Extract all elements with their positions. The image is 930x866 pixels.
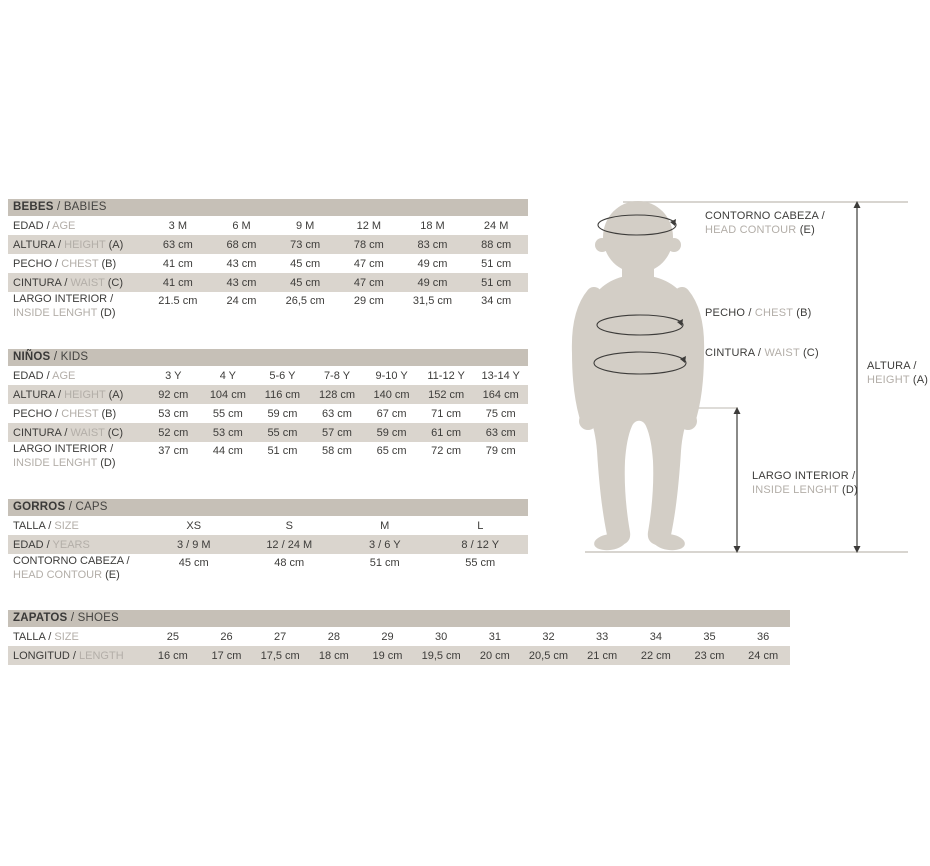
table-row: [8, 627, 790, 646]
cell-value: 51 cm: [481, 257, 512, 270]
cell-value: 128 cm: [318, 388, 356, 401]
cell-value: 51 cm: [481, 276, 512, 289]
table-title-sep: /: [53, 201, 64, 213]
table-title-en: SHOES: [77, 612, 119, 624]
cell-value: 17,5 cm: [260, 649, 300, 662]
cell-value: 24 cm: [226, 295, 257, 307]
label-suffix: (A): [912, 373, 929, 386]
row-label-es: CINTURA /: [13, 426, 71, 439]
row-label-sfx: (C): [107, 426, 124, 439]
table-row: [8, 442, 528, 470]
row-label-es: PECHO /: [13, 257, 62, 270]
label-suffix: (D): [842, 483, 858, 496]
cell-value: 58 cm: [322, 445, 352, 457]
cell-value: 17 cm: [211, 649, 242, 662]
row-label-es: EDAD /: [13, 538, 53, 551]
cell-value: 55 cm: [212, 407, 243, 420]
row-label-es: TALLA /: [13, 519, 55, 532]
row-label: [8, 219, 146, 233]
silhouette-ear-left: [595, 238, 609, 252]
cell-value: 67 cm: [376, 407, 407, 420]
cell-value: 26: [220, 630, 233, 643]
table-title-sep: /: [50, 351, 61, 363]
cell-value: S: [285, 519, 293, 532]
silhouette-head: [603, 201, 673, 273]
cell-value: 92 cm: [158, 388, 189, 401]
table-row: [8, 535, 528, 554]
table-row: [8, 235, 528, 254]
row-label: [8, 554, 146, 582]
row-label-en: HEIGHT: [64, 388, 109, 401]
cell-value: 45 cm: [290, 276, 321, 289]
table-row: [8, 646, 790, 665]
babies-table-title: [8, 199, 528, 216]
table-title-sep: /: [65, 501, 76, 513]
label-en: WAIST: [764, 347, 803, 359]
row-label-es: EDAD /: [13, 219, 53, 232]
cell-value: 21.5 cm: [158, 295, 198, 307]
row-label-es: CINTURA /: [13, 276, 71, 289]
row-label: [8, 388, 146, 402]
caps-size-table: [8, 499, 528, 582]
table-row: [8, 254, 528, 273]
cell-value: 61 cm: [431, 426, 462, 439]
cell-value: 63 cm: [322, 407, 352, 420]
cell-value: 59 cm: [376, 426, 407, 439]
cell-value: 18 M: [420, 219, 445, 232]
row-label-sfx: (A): [108, 238, 124, 251]
cell-value: 24 cm: [748, 649, 779, 662]
table-row: [8, 273, 528, 292]
cell-value: 53 cm: [212, 426, 243, 439]
row-label: [8, 426, 146, 440]
cell-value: 88 cm: [481, 238, 512, 251]
row-label-en: CHEST: [61, 257, 102, 270]
cell-value: 3 Y: [165, 369, 182, 382]
cell-value: 30: [435, 630, 448, 643]
cell-value: 36: [757, 630, 770, 643]
cell-value: 52 cm: [158, 426, 189, 439]
row-label-en: WAIST: [70, 426, 108, 439]
table-title-en: BABIES: [63, 201, 107, 213]
label-en: HEAD CONTOUR: [705, 223, 800, 236]
cell-value: 3 / 6 Y: [368, 538, 401, 551]
table-row: [8, 216, 528, 235]
cell-value: 57 cm: [322, 426, 352, 439]
cell-value: L: [477, 519, 484, 532]
cell-value: 63 cm: [162, 238, 193, 251]
label-en: INSIDE LENGHT: [752, 483, 843, 496]
cell-value: 116 cm: [264, 388, 301, 401]
cell-value: 29: [381, 630, 394, 643]
cell-value: 45 cm: [290, 257, 321, 270]
cell-value: 41 cm: [162, 276, 193, 289]
cell-value: 51 cm: [267, 445, 298, 457]
table-title-es: BEBES: [13, 201, 54, 213]
cell-value: 43 cm: [226, 257, 257, 270]
cell-value: 48 cm: [274, 557, 305, 569]
cell-value: 20 cm: [479, 649, 510, 662]
cell-value: 45 cm: [178, 557, 209, 569]
row-label-es: LARGO INTERIOR /: [13, 293, 114, 305]
row-label-es: PECHO /: [13, 407, 62, 420]
cell-value: 5-6 Y: [269, 369, 296, 382]
cell-value: 26,5 cm: [285, 295, 325, 307]
label-suffix: (B): [796, 307, 812, 319]
row-label-sfx: (B): [101, 257, 117, 270]
cell-value: 65 cm: [376, 445, 407, 457]
kids-size-table: [8, 349, 528, 470]
cell-value: 47 cm: [353, 276, 384, 289]
row-label-sfx: (C): [107, 276, 124, 289]
row-label-sfx: (D): [100, 307, 116, 319]
babies-size-table: [8, 199, 528, 320]
row-label: [8, 630, 146, 644]
cell-value: 11-12 Y: [427, 369, 465, 382]
cell-value: 37 cm: [158, 445, 189, 457]
waist-label: [705, 347, 875, 361]
cell-value: 23 cm: [694, 649, 725, 662]
cell-value: 79 cm: [485, 445, 516, 457]
label-es: LARGO INTERIOR /: [752, 470, 856, 482]
cell-value: 152 cm: [428, 388, 465, 401]
label-suffix: (C): [802, 347, 819, 359]
cell-value: 18 cm: [318, 649, 349, 662]
row-label-en: HEAD CONTOUR: [13, 569, 106, 581]
cell-value: 44 cm: [212, 445, 243, 457]
cell-value: 34: [649, 630, 662, 643]
cell-value: 41 cm: [162, 257, 193, 270]
row-label-en: HEIGHT: [64, 238, 109, 251]
row-label: [8, 238, 146, 252]
head-contour-label: [705, 210, 875, 237]
shoes-table-title: [8, 610, 790, 627]
row-label-en: CHEST: [61, 407, 102, 420]
row-label-en: AGE: [52, 369, 76, 382]
cell-value: 49 cm: [417, 276, 448, 289]
row-label: [8, 407, 146, 421]
cell-value: 20,5 cm: [528, 649, 569, 662]
row-label-es: TALLA /: [13, 630, 55, 643]
label-en: CHEST: [754, 307, 797, 319]
row-label-en: SIZE: [54, 519, 79, 532]
cell-value: 32: [542, 630, 555, 643]
cell-value: 49 cm: [417, 257, 448, 270]
silhouette-torso-legs: [583, 275, 695, 546]
silhouette-ear-right: [667, 238, 681, 252]
inside-length-label: [752, 470, 872, 497]
row-label: [8, 292, 146, 320]
cell-value: 104 cm: [209, 388, 246, 401]
table-row: [8, 366, 528, 385]
label-suffix: (E): [799, 223, 815, 236]
table-title-en: CAPS: [75, 501, 108, 513]
silhouette-hand-left: [579, 412, 597, 430]
height-label: [867, 360, 929, 387]
row-label-en: INSIDE LENGHT: [13, 457, 101, 469]
row-label: [8, 519, 146, 533]
row-label-en: INSIDE LENGHT: [13, 307, 101, 319]
table-title-es: ZAPATOS: [13, 612, 68, 624]
cell-value: 68 cm: [226, 238, 257, 251]
cell-value: 75 cm: [485, 407, 516, 420]
cell-value: 34 cm: [481, 295, 512, 307]
row-label: [8, 369, 146, 383]
row-label-en: WAIST: [70, 276, 108, 289]
cell-value: 3 M: [168, 219, 187, 232]
cell-value: 16 cm: [157, 649, 188, 662]
cell-value: 13-14 Y: [481, 369, 520, 382]
table-title-es: NIÑOS: [13, 351, 51, 363]
row-label-es: ALTURA /: [13, 388, 65, 401]
kids-table-title: [8, 349, 528, 366]
cell-value: 35: [703, 630, 716, 643]
cell-value: 73 cm: [290, 238, 321, 251]
cell-value: 8 / 12 Y: [461, 538, 500, 551]
cell-value: 9-10 Y: [375, 369, 408, 382]
child-silhouette: [579, 201, 697, 552]
cell-value: XS: [186, 519, 202, 532]
table-row: [8, 404, 528, 423]
row-label: [8, 538, 146, 552]
cell-value: 3 / 9 M: [176, 538, 211, 551]
table-row: [8, 292, 528, 320]
cell-value: 12 / 24 M: [266, 538, 313, 551]
cell-value: 31,5 cm: [412, 295, 453, 307]
cell-value: 29 cm: [353, 295, 384, 307]
row-label-es: LARGO INTERIOR /: [13, 443, 114, 455]
table-row: [8, 554, 528, 582]
row-label-en: AGE: [52, 219, 76, 232]
table-row: [8, 385, 528, 404]
cell-value: 25: [166, 630, 179, 643]
cell-value: 72 cm: [431, 445, 462, 457]
cell-value: 12 M: [356, 219, 382, 232]
cell-value: M: [380, 519, 390, 532]
cell-value: 22 cm: [640, 649, 671, 662]
chest-label: [705, 307, 875, 321]
row-label-en: YEARS: [52, 538, 90, 551]
cell-value: 31: [488, 630, 501, 643]
row-label-sfx: (A): [108, 388, 124, 401]
label-es: CINTURA /: [705, 347, 765, 359]
label-es: PECHO /: [705, 307, 755, 319]
table-row: [8, 516, 528, 535]
row-label-sfx: (D): [100, 457, 116, 469]
table-title-en: KIDS: [60, 351, 89, 363]
cell-value: 47 cm: [353, 257, 384, 270]
cell-value: 55 cm: [465, 557, 496, 569]
row-label-es: EDAD /: [13, 369, 53, 382]
cell-value: 43 cm: [226, 276, 257, 289]
row-label: [8, 257, 146, 271]
cell-value: 28: [327, 630, 340, 643]
row-label-en: SIZE: [54, 630, 79, 643]
cell-value: 55 cm: [267, 426, 298, 439]
cell-value: 27: [274, 630, 287, 643]
row-label-sfx: (B): [101, 407, 117, 420]
row-label-es: CONTORNO CABEZA /: [13, 555, 130, 567]
label-es: ALTURA /: [867, 360, 917, 372]
cell-value: 24 M: [483, 219, 509, 232]
cell-value: 140 cm: [373, 388, 410, 401]
cell-value: 4 Y: [219, 369, 236, 382]
cell-value: 78 cm: [353, 238, 384, 251]
row-label: [8, 442, 146, 470]
cell-value: 51 cm: [369, 557, 400, 569]
table-title-sep: /: [67, 612, 78, 624]
cell-value: 7-8 Y: [323, 369, 351, 382]
cell-value: 9 M: [295, 219, 315, 232]
shoes-size-table: [8, 610, 790, 665]
cell-value: 21 cm: [587, 649, 618, 662]
table-row: [8, 423, 528, 442]
cell-value: 71 cm: [431, 407, 462, 420]
row-label-es: LONGITUD /: [13, 649, 80, 662]
cell-value: 59 cm: [267, 407, 298, 420]
row-label-en: LENGTH: [79, 649, 124, 662]
row-label-es: ALTURA /: [13, 238, 65, 251]
silhouette-hand-right: [679, 412, 697, 430]
caps-table-title: [8, 499, 528, 516]
measure-line-arrowheads: [734, 201, 861, 553]
cell-value: 83 cm: [417, 238, 448, 251]
cell-value: 19 cm: [372, 649, 403, 662]
row-label: [8, 276, 146, 290]
row-label: [8, 649, 146, 663]
cell-value: 33: [596, 630, 609, 643]
label-en: HEIGHT: [867, 373, 913, 386]
cell-value: 19,5 cm: [421, 649, 461, 662]
cell-value: 164 cm: [482, 388, 519, 401]
cell-value: 53 cm: [158, 407, 189, 420]
cell-value: 63 cm: [485, 426, 516, 439]
table-title-es: GORROS: [13, 501, 66, 513]
cell-value: 6 M: [232, 219, 251, 232]
label-es: CONTORNO CABEZA /: [705, 210, 825, 222]
row-label-sfx: (E): [105, 569, 120, 581]
